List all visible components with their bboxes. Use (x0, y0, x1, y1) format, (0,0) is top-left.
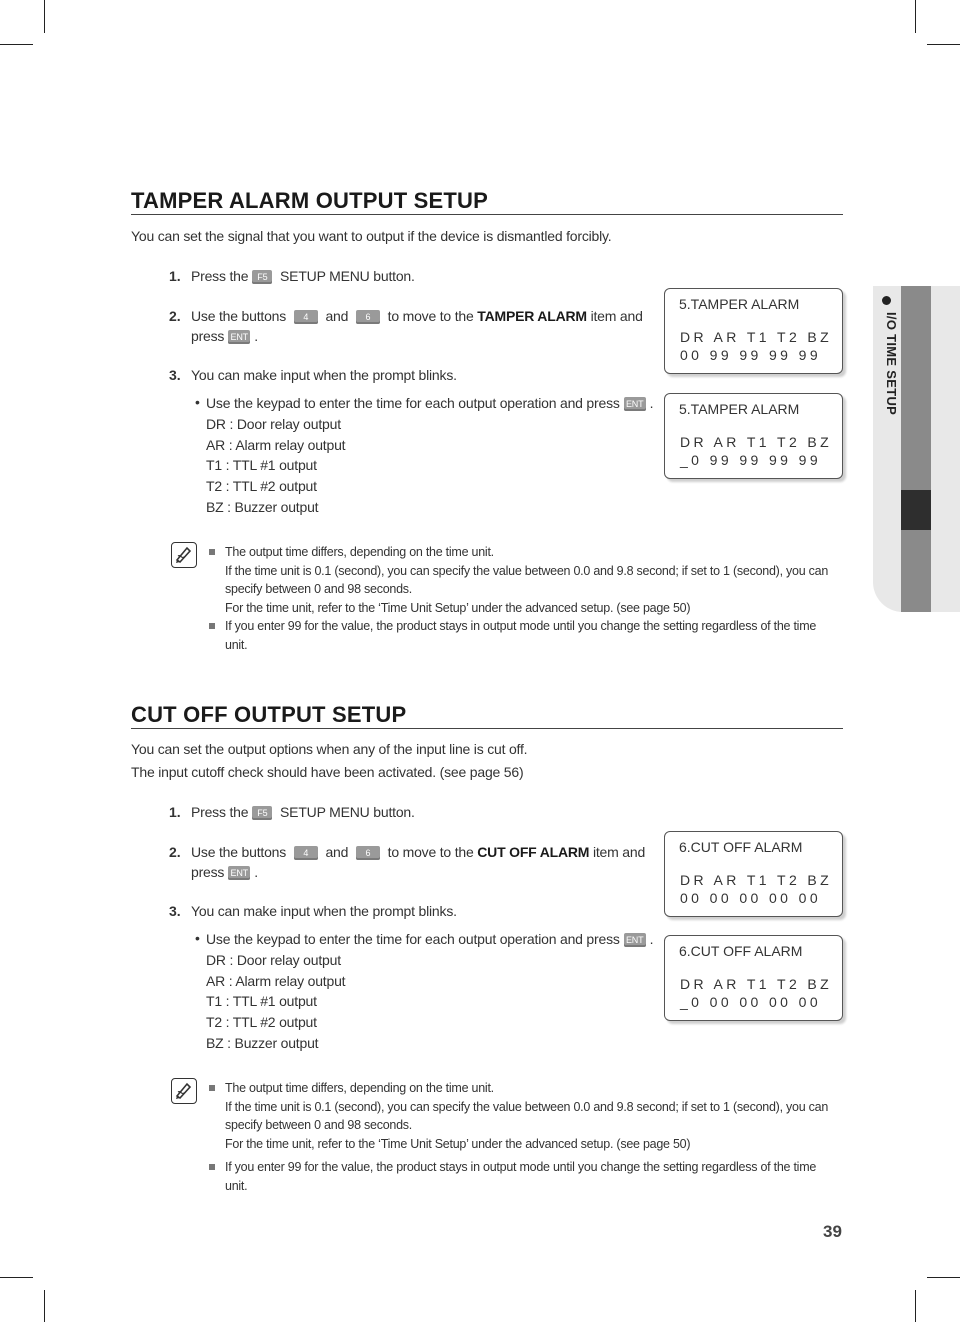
section-intro: You can set the signal that you want to output if the device is dismantled forcibly. (131, 228, 612, 244)
step-text (191, 266, 415, 286)
crop-mark (927, 1277, 960, 1278)
lcd-display (664, 288, 843, 374)
note-line: The output time differs, depending on the time unit. (225, 1081, 494, 1095)
side-tab-bar (901, 530, 931, 612)
note-text: If you enter 99 for the value, the product stays in output mode until you change the setting regardless of the time unit. (225, 619, 817, 652)
bullet-icon: • (195, 930, 200, 946)
output-definition: T2 : TTL #2 output (206, 1014, 317, 1031)
step-number: 2. (169, 844, 181, 860)
keypad-instruction (206, 929, 653, 1054)
output-definition: AR : Alarm relay output (206, 436, 346, 453)
lcd-title: 5.TAMPER ALARM (679, 401, 800, 417)
step-text-part: . (254, 328, 258, 344)
output-definition: BZ : Buzzer output (206, 498, 319, 515)
note-bullet-icon (209, 1085, 215, 1091)
section-intro: The input cutoff check should have been activated. (see page 56) (131, 764, 524, 780)
step-text-part: to move to the (387, 844, 474, 860)
bullet-dot-icon (882, 296, 891, 305)
enter-key-icon: ENT (228, 866, 250, 880)
right-key-icon: 6 (356, 846, 380, 860)
output-definition: T1 : TTL #1 output (206, 993, 317, 1010)
crop-mark (915, 0, 916, 33)
step-text-part: Use the buttons (191, 844, 287, 860)
side-tab-label: I/O TIME SETUP (884, 312, 899, 416)
step-text (191, 306, 661, 346)
note-pencil-icon (171, 1078, 197, 1104)
lcd-row-values: _0 00 00 00 00 (680, 994, 822, 1010)
step-text-part: press (191, 328, 225, 344)
crop-mark (0, 1277, 33, 1278)
crop-mark (44, 1290, 45, 1322)
note-line: The output time differs, depending on the time unit. (225, 545, 494, 559)
note-text (225, 1079, 837, 1153)
step-text-part: item and (592, 844, 646, 860)
crop-mark (44, 0, 45, 33)
instruction-text: . (649, 395, 654, 411)
step-text (191, 802, 415, 822)
step-number: 2. (169, 308, 181, 324)
output-definition: T2 : TTL #2 output (206, 478, 317, 495)
page-number: 39 (823, 1222, 842, 1241)
lcd-title: 6.CUT OFF ALARM (679, 839, 803, 855)
step-text-part: to move to the (387, 308, 474, 324)
step-text-part: press (191, 864, 225, 880)
crop-mark (915, 1290, 916, 1322)
lcd-title: 6.CUT OFF ALARM (679, 943, 803, 959)
step-text-part: Press the (191, 804, 249, 820)
lcd-row-values: 00 99 99 99 99 (680, 347, 822, 363)
menu-item-name: TAMPER ALARM (477, 308, 587, 324)
f5-key-icon: F5 (252, 270, 272, 284)
note-text (225, 543, 837, 617)
crop-mark (0, 44, 33, 45)
output-definition: T1 : TTL #1 output (206, 457, 317, 474)
section-title: CUT OFF OUTPUT SETUP (131, 703, 843, 729)
f5-key-icon: F5 (252, 806, 272, 820)
lcd-display (664, 935, 843, 1021)
left-key-icon: 4 (294, 310, 318, 324)
note-pencil-icon (171, 542, 197, 568)
step-text-part: SETUP MENU button. (280, 804, 415, 820)
right-key-icon: 6 (356, 310, 380, 324)
keypad-instruction (206, 393, 653, 518)
note-line: If the time unit is 0.1 (second), you can specify the value between 0.0 and 9.8 second; if set to 1 (second), you can specify between 0 and 98 seconds. (225, 1099, 829, 1132)
lcd-row-values: _0 99 99 99 99 (680, 452, 822, 468)
lcd-display (664, 831, 843, 917)
step-text-part: SETUP MENU button. (280, 268, 415, 284)
enter-key-icon: ENT (624, 933, 646, 947)
enter-key-icon: ENT (624, 397, 646, 411)
bullet-icon: • (195, 394, 200, 410)
side-tab-marker (901, 490, 931, 530)
section-intro: You can set the output options when any of the input line is cut off. (131, 741, 528, 757)
instruction-text: . (649, 931, 654, 947)
lcd-row-values: 00 00 00 00 00 (680, 890, 822, 906)
instruction-text: Use the keypad to enter the time for each output operation and press (206, 395, 620, 411)
note-bullet-icon (209, 623, 215, 629)
note-bullet-icon (209, 1164, 215, 1170)
step-number: 3. (169, 367, 181, 383)
output-definition: DR : Door relay output (206, 415, 341, 432)
enter-key-icon: ENT (228, 330, 250, 344)
lcd-row-labels: DR AR T1 T2 BZ (680, 872, 833, 888)
step-text (191, 842, 661, 882)
output-definition: DR : Door relay output (206, 951, 341, 968)
lcd-row-labels: DR AR T1 T2 BZ (680, 976, 833, 992)
side-tab-bar (901, 286, 931, 490)
lcd-display (664, 393, 843, 479)
step-text-part: and (325, 844, 349, 860)
note-line: For the time unit, refer to the ‘Time Unit Setup’ under the advanced setup. (see page 50) (225, 600, 691, 615)
step-number: 3. (169, 903, 181, 919)
crop-mark (927, 44, 960, 45)
note-text: If you enter 99 for the value, the product stays in output mode until you change the setting regardless of the time unit. (225, 1160, 817, 1193)
note-bullet-icon (209, 549, 215, 555)
left-key-icon: 4 (294, 846, 318, 860)
step-text: You can make input when the prompt blinks. (191, 903, 457, 919)
output-definition: BZ : Buzzer output (206, 1034, 319, 1051)
step-number: 1. (169, 268, 181, 284)
lcd-title: 5.TAMPER ALARM (679, 296, 800, 312)
lcd-row-labels: DR AR T1 T2 BZ (680, 329, 833, 345)
lcd-row-labels: DR AR T1 T2 BZ (680, 434, 833, 450)
menu-item-name: CUT OFF ALARM (477, 844, 590, 860)
step-text: You can make input when the prompt blinks. (191, 367, 457, 383)
section-title: TAMPER ALARM OUTPUT SETUP (131, 189, 843, 215)
step-text-part: and (325, 308, 349, 324)
step-text-part: Press the (191, 268, 249, 284)
note-line: If the time unit is 0.1 (second), you can specify the value between 0.0 and 9.8 second; if set to 1 (second), you can specify between 0 and 98 seconds. (225, 563, 829, 596)
step-number: 1. (169, 804, 181, 820)
step-text-part: Use the buttons (191, 308, 287, 324)
step-text-part: . (254, 864, 258, 880)
note-line: For the time unit, refer to the ‘Time Unit Setup’ under the advanced setup. (see page 50) (225, 1136, 691, 1151)
output-definition: AR : Alarm relay output (206, 972, 346, 989)
instruction-text: Use the keypad to enter the time for each output operation and press (206, 931, 620, 947)
step-text-part: item and (590, 308, 643, 324)
